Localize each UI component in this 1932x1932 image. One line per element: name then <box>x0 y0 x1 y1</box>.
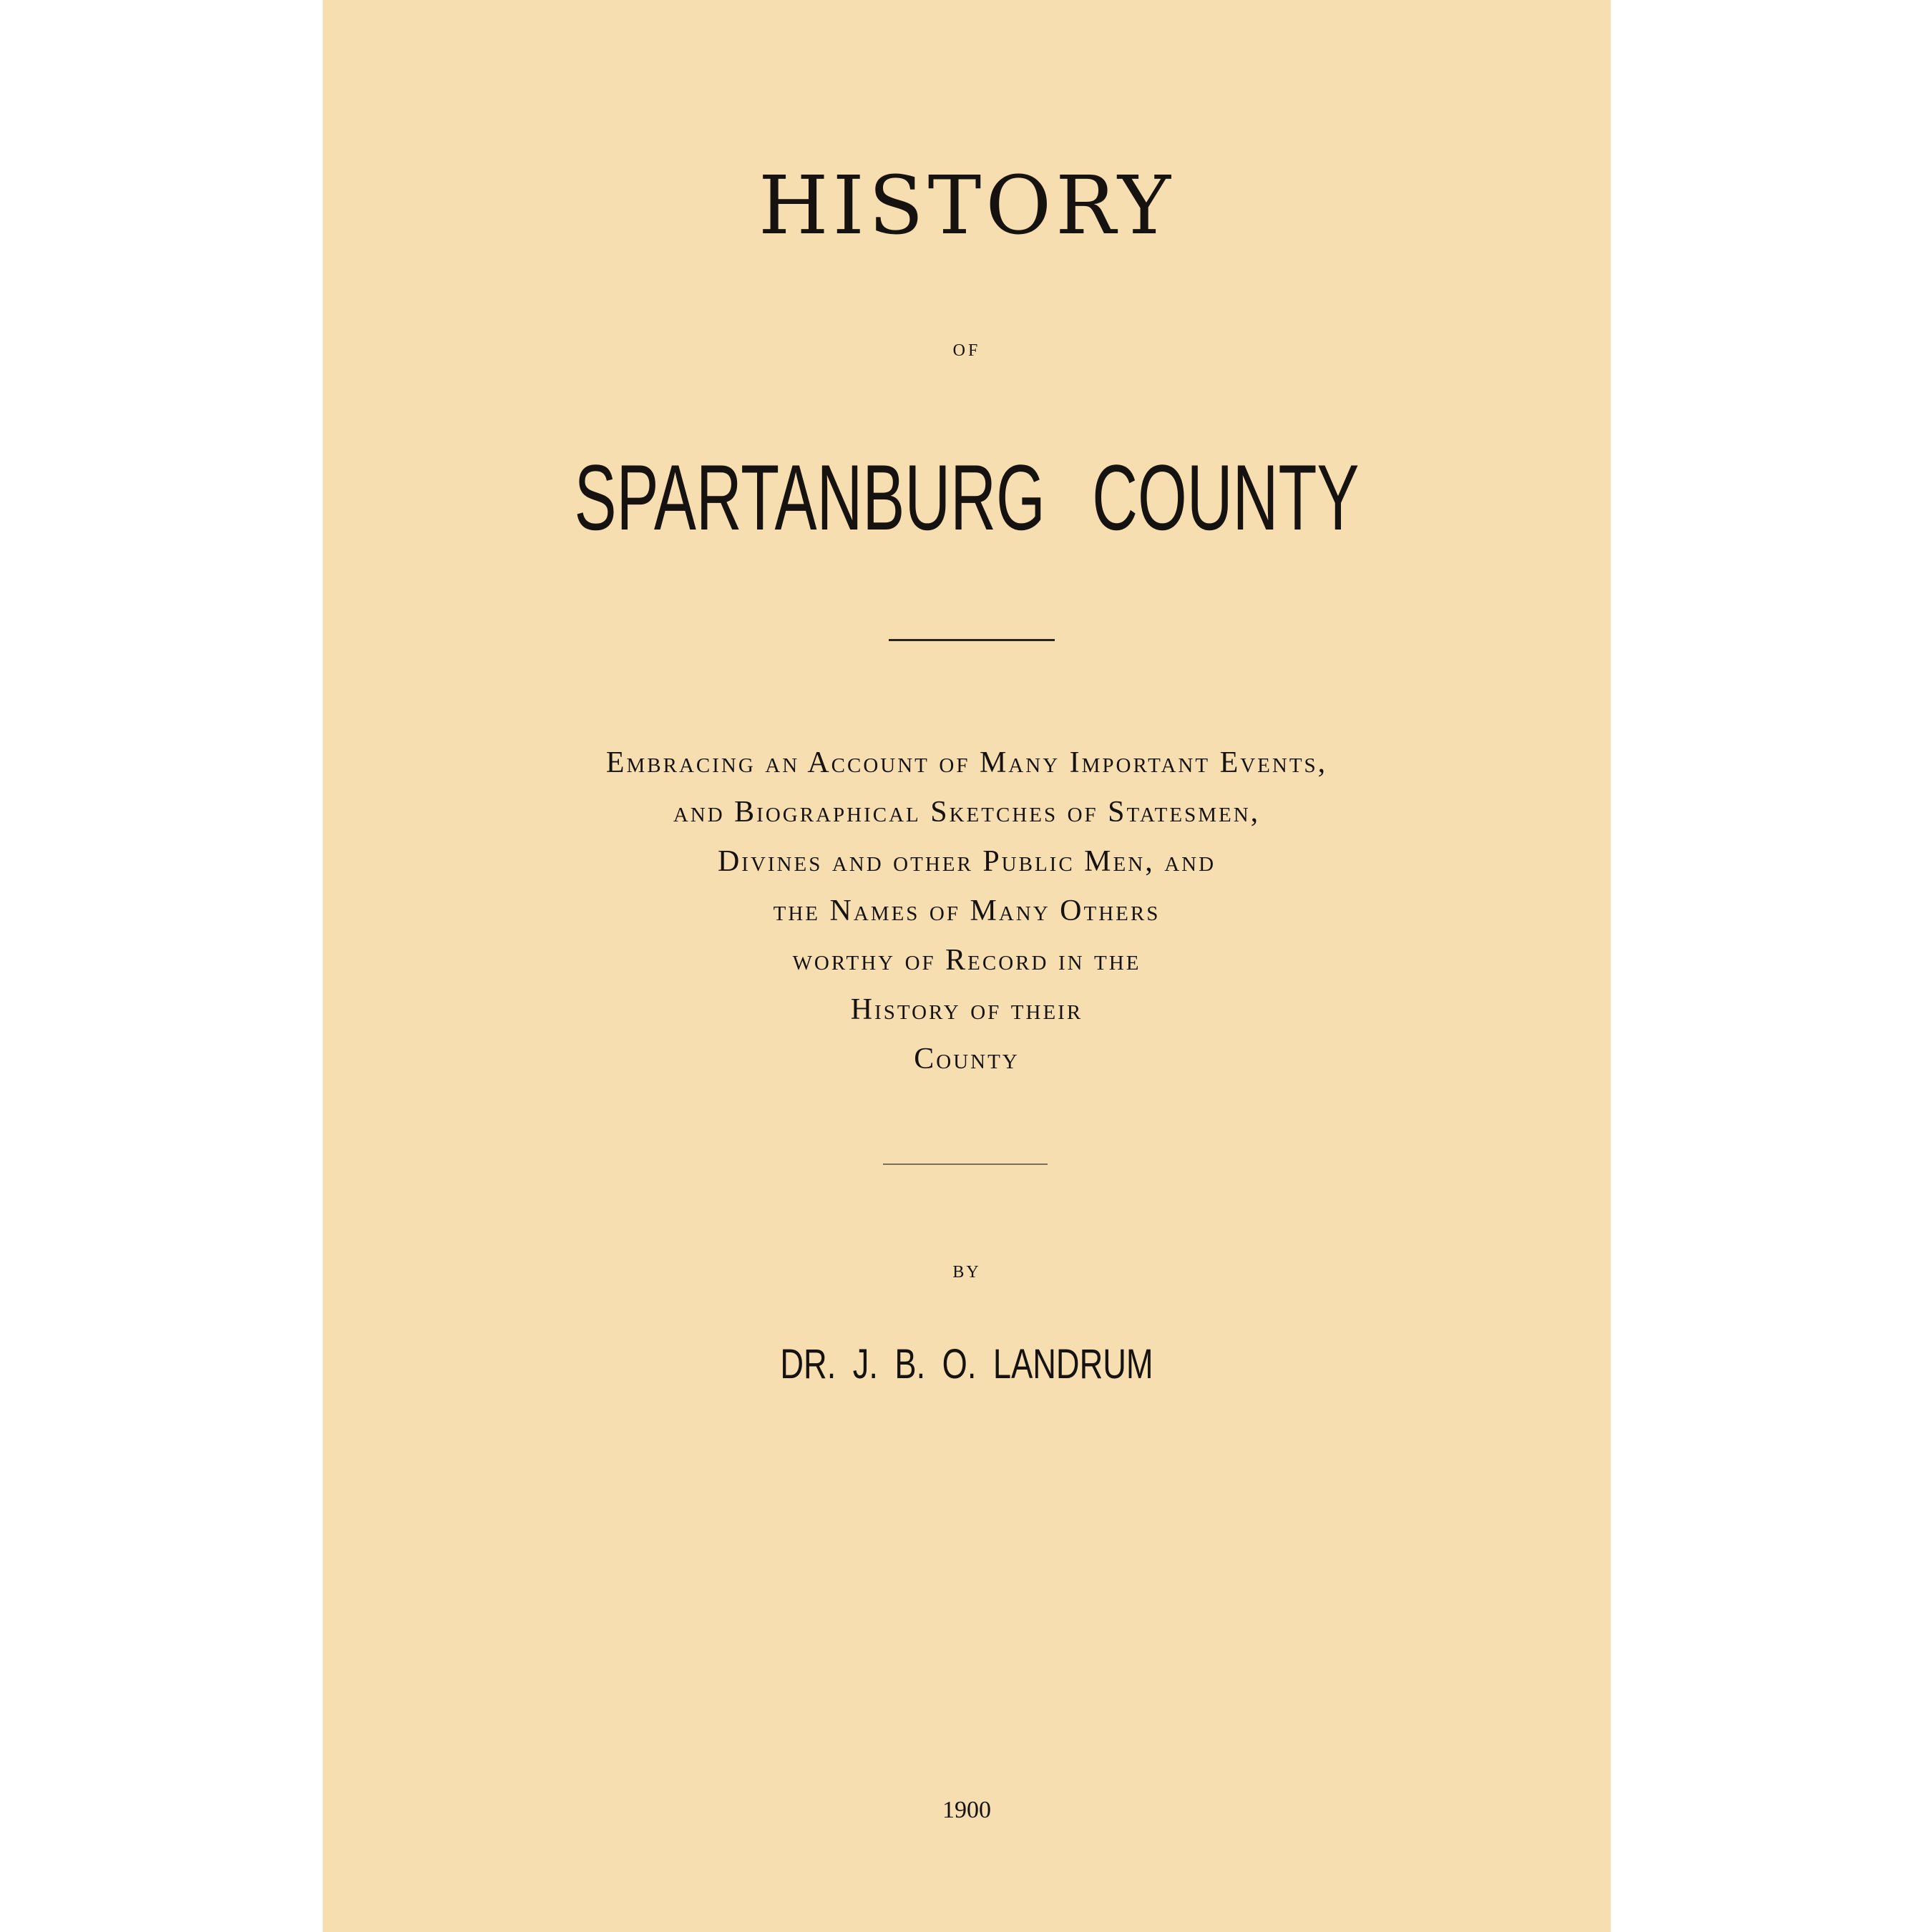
title-connector: OF <box>952 341 981 360</box>
subtitle-block <box>323 738 1611 1084</box>
subtitle-line: the Names of Many Others <box>773 894 1161 927</box>
book-title: HISTORY <box>758 160 1175 253</box>
by-label: BY <box>952 1263 981 1282</box>
title-page <box>323 0 1611 1932</box>
divider-rule-top <box>889 639 1055 641</box>
subtitle-line: County <box>914 1043 1020 1075</box>
subtitle-line: History of their <box>850 993 1083 1026</box>
subtitle-line: and Biographical Sketches of Statesmen, <box>673 796 1261 829</box>
book-subject: SPARTANBURG COUNTY <box>574 445 1360 550</box>
publication-year: 1900 <box>942 1797 991 1823</box>
subtitle-line: Divines and other Public Men, and <box>717 845 1216 878</box>
author-name: DR. J. B. O. LANDRUM <box>780 1341 1153 1387</box>
subtitle-line: worthy of Record in the <box>792 944 1141 977</box>
divider-rule-bottom <box>883 1163 1048 1165</box>
subtitle-line: Embracing an Account of Many Important Events, <box>605 746 1328 779</box>
